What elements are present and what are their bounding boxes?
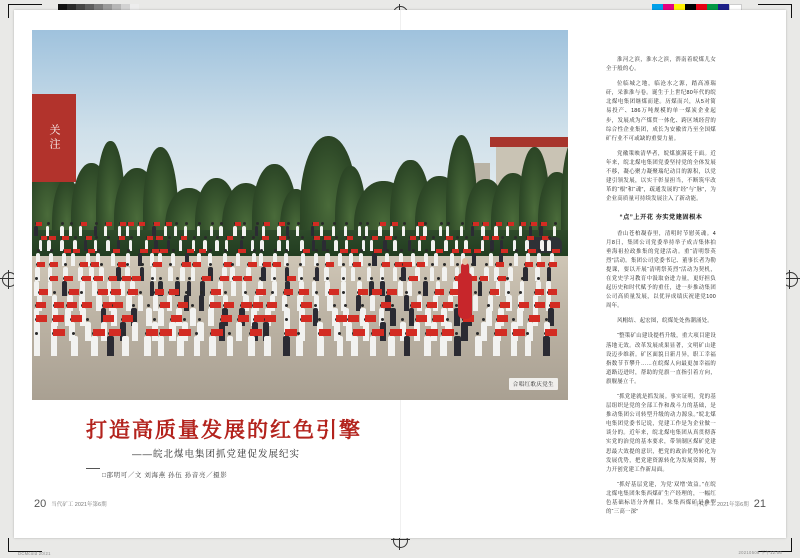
photo-red-flag (153, 262, 161, 267)
article-paragraph: “整策矿山建设提档升级，重大项目建设落地无效。改革发展成果显著，文明矿山建设迈步维新。矿区面貌日新月异，职工幸福指数节节攀升……在皖煤人向最更加幸福的道路迈进时，帮助的党旗一直指引着方向，旗舰屡立千。 (606, 333, 716, 385)
publication-name-right: 当代矿工 2021年第6期 (693, 502, 749, 508)
right-page (400, 10, 786, 538)
photo-person (344, 226, 347, 236)
photo-red-flag (256, 289, 266, 295)
photo-person (233, 226, 236, 236)
photo-red-flag (301, 302, 311, 308)
photo-person (126, 226, 129, 236)
photo-red-flag (109, 329, 121, 336)
photo-red-flag (340, 249, 347, 254)
photo-red-flag (128, 289, 138, 295)
photo-red-flag (154, 222, 160, 226)
photo-red-flag (122, 276, 131, 281)
photo-red-flag (39, 289, 49, 295)
photo-red-flag (41, 236, 48, 240)
photo-person (242, 226, 245, 236)
photo-red-flag (329, 289, 339, 295)
photo-red-flag (80, 262, 88, 267)
photo-person (231, 281, 236, 296)
article-subheadline: ——皖北煤电集团抓党建促发展纪实 (132, 449, 301, 460)
photo-person (296, 226, 299, 236)
photo-person (286, 226, 289, 236)
photo-person (179, 240, 183, 251)
article-paragraph: “抓党建就是抓发展。事实证明，党的基层组织是党的全部工作和战斗力的基础，是推动集团公司转型升级的动力源泉。”皖北煤电集团党委书记说，党建工作是为企业做一谈分的。近年来，皖北煤电集团从真贯彻落实党的治党的基本要求，带领制区煤矿党建思最大效提的意识，把党的政治优势转化为发展优势，把党建资源转化为发展资源，努力开创党建工作新局面。 (606, 394, 716, 473)
photo-person (184, 226, 187, 236)
photo-red-flag (299, 289, 309, 295)
photo-person (168, 267, 172, 280)
crop-mark-top-left-v (8, 4, 9, 18)
photo-red-flag (347, 236, 354, 240)
photo-person (334, 240, 338, 251)
photo-red-flag (67, 302, 77, 308)
photo-person (194, 336, 201, 356)
photo-person (390, 226, 393, 236)
photo-person (79, 226, 82, 236)
photo-person (227, 336, 234, 356)
photo-person (190, 308, 196, 325)
photo-person (62, 281, 67, 296)
photo-red-flag (81, 222, 87, 226)
photo-red-flag (128, 222, 134, 226)
photo-person (236, 322, 242, 341)
photo-person (146, 308, 152, 325)
photo-person (351, 267, 355, 280)
photo-person (322, 240, 326, 251)
photo-red-flag (372, 329, 384, 336)
photo-red-flag (155, 289, 165, 295)
photo-red-flag (220, 276, 229, 281)
photo-person (209, 336, 216, 356)
photo-red-flag (372, 236, 379, 240)
photo-red-flag (119, 236, 126, 240)
photo-red-flag (94, 276, 103, 281)
photo-red-flag (169, 289, 179, 295)
photo-person (51, 336, 58, 356)
article-paragraph: “抓好基层党建，为党‘双增’效益。”在皖北煤电集团朱集西煤矿生产经理的，一幅红色基础标语分外醒目。朱集西煤矿是典型的“三高一深” (606, 481, 716, 516)
photo-person (152, 226, 155, 236)
article-paragraph: 淮河之滨，淮水之滨，淠南着皖煤儿女全于般的心。 (606, 57, 716, 73)
photo-person (210, 226, 213, 236)
photo-red-flag (265, 315, 276, 322)
photo-red-flag (319, 329, 331, 336)
photo-red-flag (160, 329, 172, 336)
photo-red-flag (227, 236, 234, 240)
photo-red-flag (71, 315, 82, 322)
photo-red-flag (122, 315, 133, 322)
photo-red-flag (313, 222, 319, 226)
photo-red-flag (372, 289, 382, 295)
photo-person (388, 336, 395, 356)
photo-red-flag (233, 276, 242, 281)
photo-person (358, 226, 361, 236)
photo-red-flag (211, 329, 223, 336)
photo-red-flag (182, 262, 190, 267)
photo-person (111, 253, 115, 265)
photo-person (92, 281, 97, 296)
photo-person (46, 226, 49, 236)
photo-red-flag (132, 276, 141, 281)
photo-red-flag (267, 302, 277, 308)
photo-red-flag (279, 222, 285, 226)
photo-red-flag (82, 302, 92, 308)
photo-person (215, 240, 219, 251)
photo-red-flag (348, 315, 359, 322)
photo-person (174, 226, 177, 236)
photo-person (277, 226, 280, 236)
photo-red-flag (36, 302, 46, 308)
photo-red-flag (73, 249, 80, 254)
photo-red-flag (264, 222, 270, 226)
photo-red-flag (36, 222, 42, 226)
photo-person (390, 308, 396, 325)
photo-person (236, 253, 240, 265)
photo-red-flag (210, 302, 220, 308)
photo-person (208, 308, 214, 325)
photo-person (107, 336, 114, 356)
photo-red-flag (374, 249, 381, 254)
photo-red-flag (86, 236, 93, 240)
crop-mark-bottom-left-v (8, 538, 9, 552)
photo-red-flag (285, 329, 297, 336)
photo-red-flag (326, 262, 334, 267)
photo-red-flag (211, 289, 221, 295)
photo-red-flag (202, 276, 211, 281)
photo-red-flag (314, 236, 321, 240)
photo-person (337, 336, 344, 356)
photo-red-flag (353, 329, 365, 336)
photo-red-flag (36, 315, 47, 322)
photo-red-flag (248, 262, 256, 267)
article-paragraph: 风帽结、起宏图，皖煤处处热潮涌处。 (617, 318, 713, 325)
photo-red-flag (113, 249, 120, 254)
photo-person (71, 253, 75, 265)
photo-red-flag (303, 249, 310, 254)
photo-red-flag (221, 315, 232, 322)
photo-red-flag (171, 315, 182, 322)
photo-red-flag (181, 236, 188, 240)
photo-person (277, 240, 281, 251)
photo-red-flag (62, 236, 69, 240)
photo-red-flag (64, 249, 71, 254)
photo-red-flag (382, 262, 390, 267)
photo-person (69, 226, 72, 236)
photo-red-flag (91, 262, 99, 267)
photo-red-flag (238, 249, 245, 254)
photo-person (372, 253, 376, 265)
photo-person (370, 336, 377, 356)
photo-red-flag (287, 276, 296, 281)
article-body-column (606, 56, 716, 523)
photo-person (34, 226, 37, 236)
photo-person (91, 336, 98, 356)
photo-person (332, 226, 335, 236)
photo-person (255, 226, 258, 236)
photo-red-flag (53, 329, 65, 336)
photo-red-flag (365, 315, 376, 322)
photo-person (199, 295, 204, 311)
photo-red-flag (301, 315, 312, 322)
photo-person (144, 336, 151, 356)
photo-red-flag (160, 302, 170, 308)
photo-red-flag (187, 249, 194, 254)
photo-red-flag (324, 236, 331, 240)
photo-person (158, 308, 164, 325)
photo-red-flag (50, 276, 59, 281)
photo-person (191, 267, 195, 280)
photo-red-flag (113, 302, 123, 308)
photo-person (122, 336, 129, 356)
photo-red-flag (88, 249, 95, 254)
photo-person (34, 336, 41, 356)
photo-red-flag (166, 222, 172, 226)
photo-red-flag (98, 289, 108, 295)
crop-mark-top-right-h (758, 4, 792, 5)
print-note-bottom-left: DCMcold 20/21 (18, 551, 51, 556)
photo-red-flag (109, 276, 118, 281)
article-paragraph: 位临城之地，临沧水之源，踏高凛瑞矸，采淮淮与卷。诞生于上世纪80年代的皖北煤电集团继煤而建。历煤而兴，从5对简易投产、186万吨规模的单一煤炭企业起步，发展成为产煤贸一体化、跨区域经营的综合性企业集团，成长为安徽省乃至全国煤矿行业不可或缺的重要力量。 (606, 81, 716, 142)
photo-red-flag (140, 249, 147, 254)
photo-person (351, 336, 358, 356)
photo-red-flag (250, 329, 262, 336)
photo-red-flag (385, 236, 392, 240)
article-subsection-heading: “点”上开花 夯实党建固根本 (619, 214, 703, 222)
photo-caption: 合唱红歌庆党生 (509, 378, 558, 390)
photo-red-flag (336, 315, 347, 322)
crop-mark-top-right-v (791, 4, 792, 18)
photo-person (311, 226, 314, 236)
photo-person (120, 281, 125, 296)
photo-person (370, 295, 375, 311)
photo-person (71, 336, 78, 356)
photo-person (317, 336, 324, 356)
photo-person (378, 226, 381, 236)
photo-red-flag (37, 262, 45, 267)
photo-red-flag (111, 289, 121, 295)
photo-person (393, 240, 397, 251)
photo-person (153, 295, 158, 311)
photo-person (365, 226, 368, 236)
photo-red-flag (106, 222, 112, 226)
photo-person (137, 226, 140, 236)
photo-red-flag (50, 262, 58, 267)
article-byline: □邵明可／文 刘海燕 孙伍 孙音亮／摄影 (102, 472, 228, 479)
section-tab-label: 关注 (32, 94, 76, 182)
photo-person (94, 226, 97, 236)
photo-red-flag (253, 302, 263, 308)
photo-red-flag (244, 276, 253, 281)
photo-red-flag (193, 262, 201, 267)
left-page (14, 10, 554, 538)
photo-red-flag (238, 315, 249, 322)
photo-red-flag (53, 315, 64, 322)
photo-red-flag (351, 249, 358, 254)
photo-red-flag (139, 222, 145, 226)
photo-red-flag (64, 276, 73, 281)
photo-person (219, 226, 222, 236)
photo-person (106, 240, 110, 251)
photo-person (393, 267, 397, 280)
photo-person (138, 295, 143, 311)
photo-red-flag (93, 329, 105, 336)
publication-name-left: 当代矿工 2021年第6期 (51, 502, 107, 508)
photo-red-flag (82, 276, 91, 281)
photo-red-flag (199, 249, 206, 254)
crop-mark-bottom-right-v (791, 538, 792, 552)
photo-red-flag (279, 236, 286, 240)
photo-red-flag (273, 262, 281, 267)
photo-red-flag (179, 329, 191, 336)
photo-red-flag (147, 236, 154, 240)
photo-red-flag (263, 262, 271, 267)
photo-red-flag (156, 236, 163, 240)
photo-red-flag (262, 236, 269, 240)
photo-person (158, 336, 165, 356)
folio-left (34, 498, 107, 510)
photo-red-flag (381, 302, 391, 308)
photo-red-flag (146, 329, 158, 336)
page-number-left: 20 (34, 498, 47, 510)
photo-person (118, 226, 121, 236)
photo-red-flag (284, 289, 294, 295)
photo-red-flag (392, 222, 398, 226)
photo-person (262, 226, 265, 236)
page-number-right: 21 (753, 498, 766, 510)
photo-red-flag (49, 236, 56, 240)
photo-person (248, 336, 255, 356)
photo-red-flag (69, 289, 79, 295)
photo-person (197, 226, 200, 236)
photo-red-flag (160, 249, 167, 254)
photo-person (164, 226, 167, 236)
photo-person (132, 322, 138, 341)
article-paragraph: 党徽策映清华者，皖煤旗满花千面。近年来，皖北煤电集团党委坚持党的全体发展不移，凝心聚力凝聚瑞纪动目的源积，以党建引领发展，以实干彰显担当，不断筑牢改革的“根”和“魂”，疏通发展的“经”与“脉”，为企业高质量可持续发展注入了新动能。 (606, 150, 716, 203)
photo-red-flag (103, 315, 114, 322)
photo-person (320, 226, 323, 236)
photo-red-flag (358, 289, 368, 295)
photo-red-flag (54, 302, 64, 308)
article-paragraph: 香山苍柏凝春里，清明时节慰英魂。4月8日，集团公司党委举持举子成吉集体拍垂海祖拉政推集的党建活动。重“清明祭英烈”活动。集团公司党委书记、董事长者为勒提课，要以开展“清明祭英烈”活动为契机，在党史学习教育中汲取奋进力量，更好担负起历史和时代赋予的重任，进一步推动集团公司高质量发展，以优异成绩庆祝建党100周年。 (606, 230, 716, 310)
photo-person (283, 336, 290, 356)
photo-person (177, 336, 184, 356)
photo-red-flag (178, 302, 188, 308)
photo-red-flag (387, 289, 397, 295)
photo-person (104, 226, 107, 236)
photo-person (296, 336, 303, 356)
photo-red-flag (353, 262, 361, 267)
byline-rule (86, 468, 100, 469)
photo-red-flag (120, 222, 126, 226)
photo-red-flag (235, 222, 241, 226)
photo-person (180, 267, 184, 280)
photo-red-flag (224, 302, 234, 308)
print-note-bottom-right: 20210508 下午12:06 (738, 550, 782, 555)
photo-person (264, 336, 271, 356)
crop-mark-top-left-h (8, 4, 42, 5)
article-headline: 打造高质量发展的红色引擎 (86, 418, 362, 442)
photo-red-flag (380, 222, 386, 226)
photo-person (60, 226, 63, 236)
photo-red-flag (241, 302, 251, 308)
